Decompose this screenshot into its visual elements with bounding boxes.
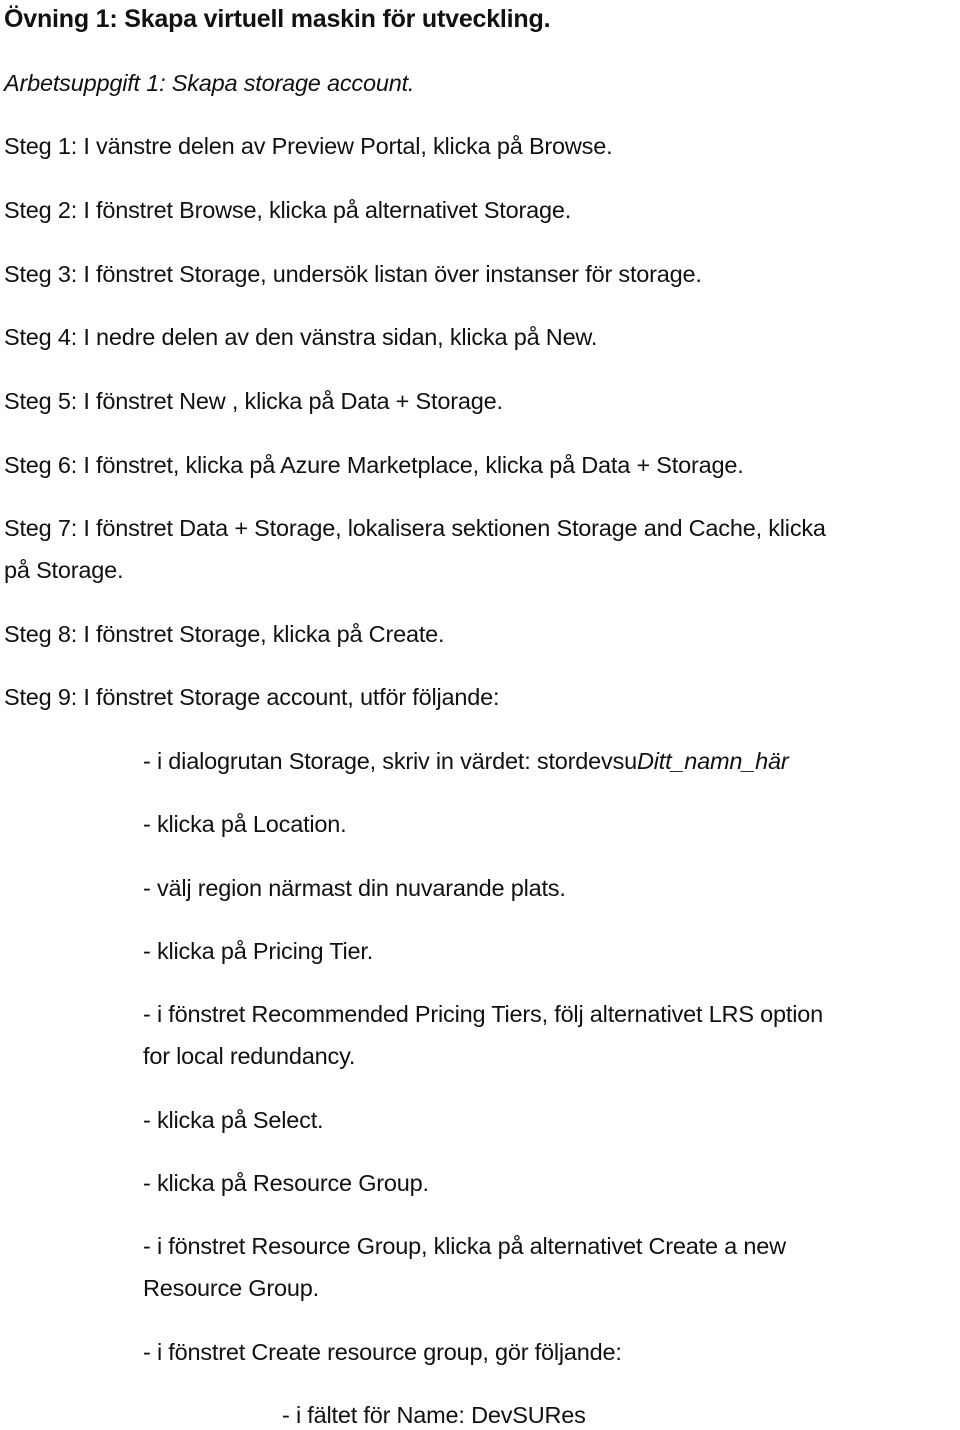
substep-create-resource-group-line-1: - i fönstret Resource Group, klicka på alternativet Create a new bbox=[143, 1233, 786, 1259]
step-9: Steg 9: I fönstret Storage account, utför följande: bbox=[4, 684, 500, 710]
step-5: Steg 5: I fönstret New , klicka på Data + Storage. bbox=[4, 388, 503, 414]
substep-region: - välj region närmast din nuvarande plats. bbox=[143, 875, 566, 901]
substep-create-resource-group-window: - i fönstret Create resource group, gör följande: bbox=[143, 1339, 622, 1365]
substep-location: - klicka på Location. bbox=[143, 811, 347, 837]
substep-resource-group: - klicka på Resource Group. bbox=[143, 1170, 429, 1196]
step-1: Steg 1: I vänstre delen av Preview Portal, klicka på Browse. bbox=[4, 133, 613, 159]
step-7-line-2: på Storage. bbox=[4, 557, 124, 583]
step-4: Steg 4: I nedre delen av den vänstra sidan, klicka på New. bbox=[4, 324, 598, 350]
step-3: Steg 3: I fönstret Storage, undersök listan över instanser för storage. bbox=[4, 261, 702, 287]
substep-storage-name-prefix: - i dialogrutan Storage, skriv in värdet: stordevsu bbox=[143, 748, 637, 774]
substep-storage-name-placeholder: Ditt_namn_här bbox=[636, 748, 789, 774]
substep-storage-name bbox=[143, 746, 789, 776]
exercise-title: Övning 1: Skapa virtuell maskin för utveckling. bbox=[4, 5, 551, 33]
substep-select: - klicka på Select. bbox=[143, 1107, 324, 1133]
step-6: Steg 6: I fönstret, klicka på Azure Marketplace, klicka på Data + Storage. bbox=[4, 452, 744, 478]
task-subtitle: Arbetsuppgift 1: Skapa storage account. bbox=[4, 70, 415, 96]
substep-recommended-tiers-line-2: for local redundancy. bbox=[143, 1043, 356, 1069]
step-7-line-1: Steg 7: I fönstret Data + Storage, lokalisera sektionen Storage and Cache, klicka bbox=[4, 515, 826, 541]
substep-name-field: - i fältet för Name: DevSURes bbox=[282, 1402, 586, 1428]
substep-create-resource-group-line-2: Resource Group. bbox=[143, 1275, 319, 1301]
substep-pricing-tier: - klicka på Pricing Tier. bbox=[143, 938, 374, 964]
step-8: Steg 8: I fönstret Storage, klicka på Create. bbox=[4, 621, 445, 647]
step-2: Steg 2: I fönstret Browse, klicka på alternativet Storage. bbox=[4, 197, 572, 223]
substep-recommended-tiers-line-1: - i fönstret Recommended Pricing Tiers, följ alternativet LRS option bbox=[143, 1001, 823, 1027]
